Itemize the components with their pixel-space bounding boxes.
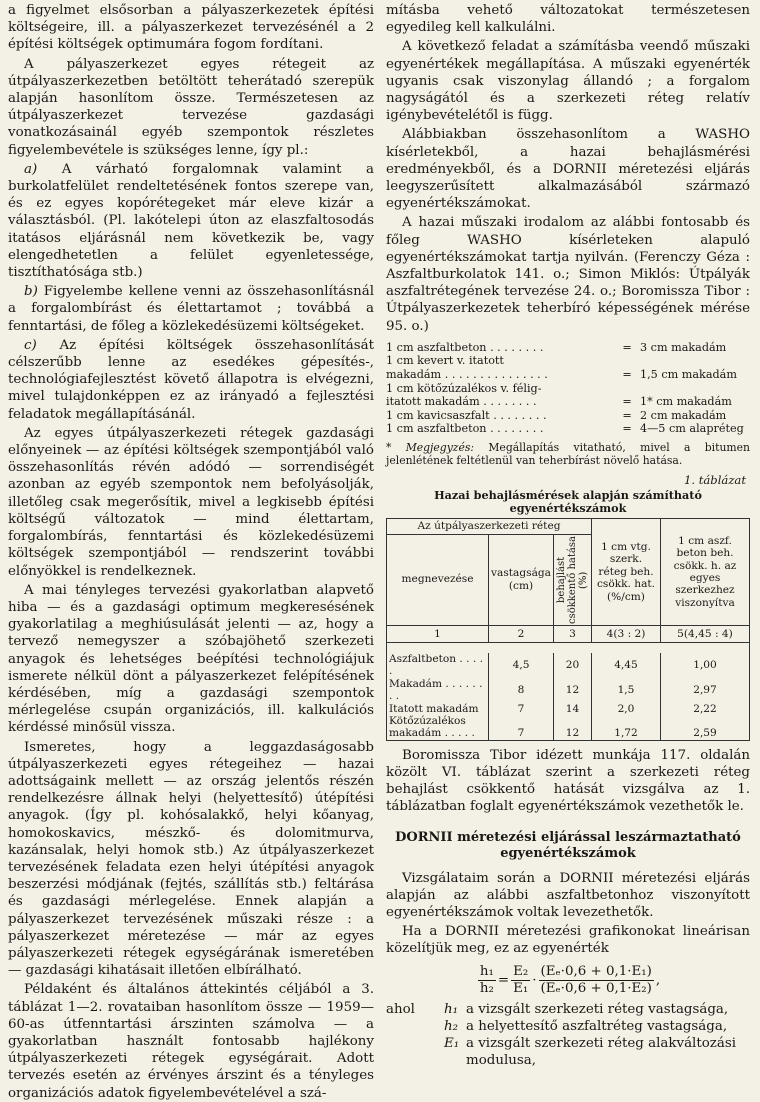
- column-number: 2: [489, 625, 554, 642]
- variable-row: [386, 1018, 750, 1035]
- equivalence-right: 1,5 cm makadám: [640, 368, 737, 382]
- table-cell-name: Makadám . . . . . . . .: [387, 678, 489, 703]
- table-header-thickness: vastagsága (cm): [489, 534, 554, 625]
- table-header-asphalt: 1 cm aszf. beton beh. csökk. h. az egyes szerkezhez viszonyítva: [661, 519, 750, 625]
- variable-text: a vizsgált szerkezeti réteg alakváltozási: [466, 1036, 736, 1052]
- left-column: [8, 2, 374, 1102]
- table-row: [387, 678, 750, 703]
- equivalence-eq: [614, 354, 640, 368]
- column-number: 1: [387, 625, 489, 642]
- equivalence-right: [640, 354, 750, 368]
- variable-sym: h₂: [444, 1018, 458, 1034]
- paragraph: Boromissza Tibor idézett munkája 117. oldalán közölt VI. táblázat szerint a szerkezeti réteg behajlást csökkentő hatását vizsgálva az 1. táblázatban foglalt egyenértékszámok vezethetők le.: [386, 747, 750, 815]
- equivalence-left: 1 cm kötőzúzalékos v. félig-: [386, 381, 542, 395]
- table-title: Hazai behajlásmérések alapján számítható egyenértékszámok: [434, 488, 702, 516]
- table-row: [387, 715, 750, 727]
- paragraph: A mai tényleges tervezési gyakorlatban alapvető hiba — és a gazdasági optimum megkeresésének gyakorlatilag a meghiúsulását jelenti — az, hogy a tervező nemegyszer a szóbajöhető szerkezeti anyagok és lehetséges beépítési technológiájuk ismerete nélkül dönt a pályaszerkezet felépítésének kérdésében, míg a gazdasági szempontok mérlegelése csupán organizációs, ill. kalkulációs kérdéssé minősül vissza.: [8, 582, 374, 736]
- equivalence-row: [386, 409, 750, 423]
- right-column: [386, 2, 750, 1070]
- variable-prefix: ahol: [386, 1001, 415, 1017]
- variable-row: [386, 1035, 750, 1052]
- paragraph: A következő feladat a számításba veendő műszaki egyenértékek megállapítása. A műszaki egyenérték ugyanis csak viszonylag állandó ; a forgalom nagyságától és a szerkezeti réteg relatív igénybevételétől is függ.: [386, 39, 750, 124]
- equivalence-left: itatott makadám . . . . . . . .: [386, 395, 537, 409]
- equivalence-eq: =: [622, 340, 632, 354]
- item-text: Figyelembe kellene venni az összehasonlításnál a forgalombírást és élettartamot ; továbbá a fenntartási, de főleg a közlekedésüzemi költségeket.: [8, 284, 375, 334]
- table-cell-defl: 14: [554, 703, 592, 715]
- variable-prefix: [386, 1035, 444, 1052]
- list-item-a: [8, 161, 374, 281]
- equivalence-row: [386, 422, 750, 436]
- table-cell-thick: 8: [489, 678, 554, 703]
- paragraph: Alábbiakban összehasonlítom a WASHO kísérletekből, a hazai behajlásmérési eredményekből, és a DORNII méretezési eljárás leegyszerűsített alkalmazásából származó egyenértékszámokat.: [386, 127, 750, 212]
- equivalence-formula: [386, 964, 750, 997]
- fraction-ratio: [539, 964, 654, 997]
- column-number: 3: [554, 625, 592, 642]
- table-row: [387, 653, 750, 678]
- formula-comma: ,: [655, 972, 661, 988]
- table-cell-ratio: 2,22: [661, 703, 750, 715]
- paragraph: A hazai műszaki irodalom az alábbi fontosabb és főleg WASHO kísérleteken alapuló egyenértékszámokat tartja nyilván. (Ferenczy Géza : Aszfaltburkolatok 141. o.; Simon Miklós: Útpályák aszfaltrétegének tervezése 24. o.; Boromissza Tibor : Útpályaszerkezetek teherbíró képességének mérése 95. o.): [386, 215, 750, 334]
- fraction-numerator: (Eₑ·0,6 + 0,1·E₁): [540, 963, 652, 979]
- equivalence-right: 1* cm makadám: [640, 395, 732, 409]
- item-text: A várható forgalomnak valamint a burkolatfelület rendeltetésének fontos szerepe van, és ez egyes kopórétegeket már eleve kizár a választásból. (Pl. lakótelepi úton az elaszfaltosodás itatásos eljárásnál nem következik be, vagy elengedhetetlen a felület egyenletessége, tisztíthatósága stb.): [8, 161, 375, 281]
- variable-row: [386, 1001, 750, 1018]
- table-cell-ratio: 2,59: [661, 727, 750, 740]
- table-number: 1. táblázat: [683, 473, 746, 488]
- table-cell-ratio: 2,97: [661, 678, 750, 703]
- footnote-text: Megállapítás vitatható, mivel a bitumen jelenlétének feltétlenül van teherbírást növelő hatása.: [386, 441, 750, 467]
- paragraph: Példaként és általános áttekintés céljából a 3. táblázat 1—2. rovataiban hasonlítom össze — 1959—60-as útfenntartási árszinten számolva — a gyakorlatban használt fontosabb hajlékony útpályaszerkezeti rétegek egységárait. Adott tervezés esetén az érvényes árszint és a tényleges organizációs adatok figyelembevételével a szá-: [8, 982, 374, 1101]
- paragraph: a figyelmet elsősorban a pályaszerkezetek építési költségeire, ill. a pályaszerkezet tervezésénél a 2 építési költségek optimumára fogom fordítani.: [8, 3, 374, 53]
- table-cell-per_cm: 1,5: [592, 678, 661, 703]
- table-row: [387, 703, 750, 715]
- equivalence-right: [640, 382, 750, 396]
- equivalence-left: 1 cm kavicsaszfalt . . . . . . . .: [386, 408, 547, 422]
- variable-definitions: [386, 1001, 750, 1070]
- equivalence-eq: =: [622, 368, 632, 382]
- table-cell-name: Aszfaltbeton . . . . .: [387, 653, 489, 678]
- fraction-denominator: E₁: [513, 980, 529, 996]
- table-header-per-cm: 1 cm vtg. szerk. réteg beh. csökk. hat. (%/cm): [592, 519, 661, 625]
- equivalence-eq: =: [622, 422, 632, 436]
- table-spacer: [387, 643, 750, 654]
- table-row: [387, 727, 750, 740]
- equivalence-right: 3 cm makadám: [640, 340, 727, 354]
- table-header-deflection: [554, 534, 592, 625]
- equals-sign: =: [497, 972, 510, 988]
- item-label: b): [24, 284, 38, 300]
- table-cell-per_cm: 2,0: [592, 703, 661, 715]
- table-header-deflection-text: behajlást csökkentő hatása (%): [556, 535, 589, 624]
- fraction-numerator: E₂: [513, 963, 529, 979]
- fraction-denominator: h₂: [479, 980, 494, 996]
- equivalence-left: 1 cm kevert v. itatott: [386, 354, 504, 368]
- table-cell-thick: [489, 715, 554, 727]
- fraction-moduli: [511, 964, 530, 997]
- section-heading: DORNII méretezési eljárással leszármaztatható egyenértékszámok: [395, 829, 741, 861]
- table-cell-defl: [554, 715, 592, 727]
- table-cell-name: makadám . . . . .: [387, 727, 489, 740]
- fraction-numerator: h₁: [479, 963, 494, 979]
- column-number: 5(4,45 : 4): [661, 625, 750, 642]
- fraction-lhs: [478, 964, 496, 997]
- variable-text: modulusa,: [466, 1053, 536, 1069]
- multiply-dot: ·: [532, 972, 537, 988]
- variable-sym: h₁: [444, 1001, 458, 1017]
- paragraph: A pályaszerkezet egyes rétegeit az útpályaszerkezetben betöltött teherátadó szerepük alapján hasonlítom össze. Természetesen az útpályaszerkezet tervezése gazdasági vonatkozásainál egyéb szempontok részletes figyelembevétele is szükséges lenne, így pl.:: [8, 56, 374, 158]
- table-header-group: Az útpályaszerkezeti réteg: [387, 519, 592, 534]
- fraction-denominator: (Eₑ·0,6 + 0,1·E₂): [540, 980, 652, 996]
- table-cell-thick: 7: [489, 703, 554, 715]
- variable-row: [386, 1052, 750, 1069]
- table-cell-thick: 4,5: [489, 653, 554, 678]
- table-cell-ratio: [661, 715, 750, 727]
- data-table: [386, 518, 750, 741]
- paragraph: mításba vehető változatokat természetesen egyedileg kell kalkulálni.: [386, 3, 750, 36]
- variable-prefix: [386, 1052, 444, 1069]
- table-cell-name: Kötőzúzalékos: [387, 715, 489, 727]
- equivalence-left: makadám . . . . . . . . . . . . . . .: [386, 368, 548, 382]
- table-header-name: megnevezése: [387, 534, 489, 625]
- table-cell-defl: 12: [554, 727, 592, 740]
- table-cell-defl: 20: [554, 653, 592, 678]
- table-cell-per_cm: 1,72: [592, 727, 661, 740]
- paragraph: Vizsgálataim során a DORNII méretezési eljárás alapján az alábbi aszfaltbetonhoz viszonyított egyenértékszámok voltak levezethetők.: [386, 870, 750, 921]
- table-cell-ratio: 1,00: [661, 653, 750, 678]
- variable-sym: [444, 1052, 466, 1069]
- paragraph: Ha a DORNII méretezési grafikonokat lineárisan közelítjük meg, ez az egyenérték: [386, 924, 750, 957]
- variable-text: a helyettesítő aszfaltréteg vastagsága,: [466, 1018, 728, 1034]
- footnote-mark: *: [386, 441, 406, 455]
- column-number: 4(3 : 2): [592, 625, 661, 642]
- variable-text: a vizsgált szerkezeti réteg vastagsága,: [466, 1001, 729, 1017]
- table-cell-per_cm: [592, 715, 661, 727]
- equivalence-left: 1 cm aszfaltbeton . . . . . . . .: [386, 422, 544, 436]
- equivalence-row: [386, 395, 750, 409]
- paragraph: Az egyes útpályaszerkezeti rétegek gazdasági előnyeinek — az építési költségek szempontjából való összehasonlítás révén adódó — sorrendiségét azonban az egyéb szempontok nem befolyásolják, illetőleg csak megerősítik, mivel a legkisebb építési költségű változatok — mind élettartam, forgalombírás, fenntartási és közlekedésüzemi költségek szempontjából — rendszerint további előnyökkel is rendelkeznek.: [8, 425, 374, 579]
- equivalence-row: [386, 354, 750, 368]
- item-label: c): [24, 337, 37, 353]
- equivalence-row: [386, 368, 750, 382]
- list-item-c: [8, 337, 374, 423]
- table-cell-defl: 12: [554, 678, 592, 703]
- table-cell-thick: 7: [489, 727, 554, 740]
- list-item-b: [8, 283, 374, 335]
- equivalence-left: 1 cm aszfaltbeton . . . . . . . .: [386, 340, 544, 354]
- table-cell-per_cm: 4,45: [592, 653, 661, 678]
- equivalence-row: [386, 382, 750, 396]
- equivalence-right: 4—5 cm alapréteg: [640, 422, 744, 436]
- paragraph: Ismeretes, hogy a leggazdaságosabb útpályaszerkezeti egyes rétegeihez — hazai adottságaink mellett — az ország jelentős részén rendelkezésre állnak helyi (helyettesítő) útépítési anyagok. (Így pl. kohósalakkő, helyi kőanyag, homokoskavics, mészkő- és dolomitmurva, kazánsalak, helyi homok stb.) Az útpályaszerkezet tervezésének feladata ezen helyi útépítési anyagok beszerzési módjának (fejtés, szállítás stb.) feltárása és gazdasági mérlegelése. Ennek alapján a pályaszerkezet tervezésének műszaki része : a pályaszerkezet méretezése — már az egyes pályaszerkezeti rétegek egységárának ismeretében — gazdasági kihatásait illetően elbírálható.: [8, 739, 374, 979]
- variable-sym: E₁: [444, 1036, 460, 1052]
- variable-prefix: [386, 1018, 444, 1035]
- equivalence-list: [386, 341, 750, 436]
- equivalence-eq: [614, 382, 640, 396]
- item-text: Az építési költségek összehasonlítását célszerűbb lenne az esedékes gépesítés-, technológiafejlesztést követő állapotra is elvégezni, mivel tulajdonképpen ez az irányadó a fejlesztési feladatok megállapításánál.: [8, 337, 374, 422]
- footnote-label: Megjegyzés:: [405, 441, 475, 455]
- footnote: [386, 442, 750, 467]
- equivalence-eq: =: [622, 395, 632, 409]
- equivalence-right: 2 cm makadám: [640, 408, 727, 422]
- equivalence-row: [386, 341, 750, 355]
- table-cell-name: Itatott makadám: [387, 703, 489, 715]
- equivalence-eq: =: [622, 408, 632, 422]
- item-label: a): [24, 161, 38, 177]
